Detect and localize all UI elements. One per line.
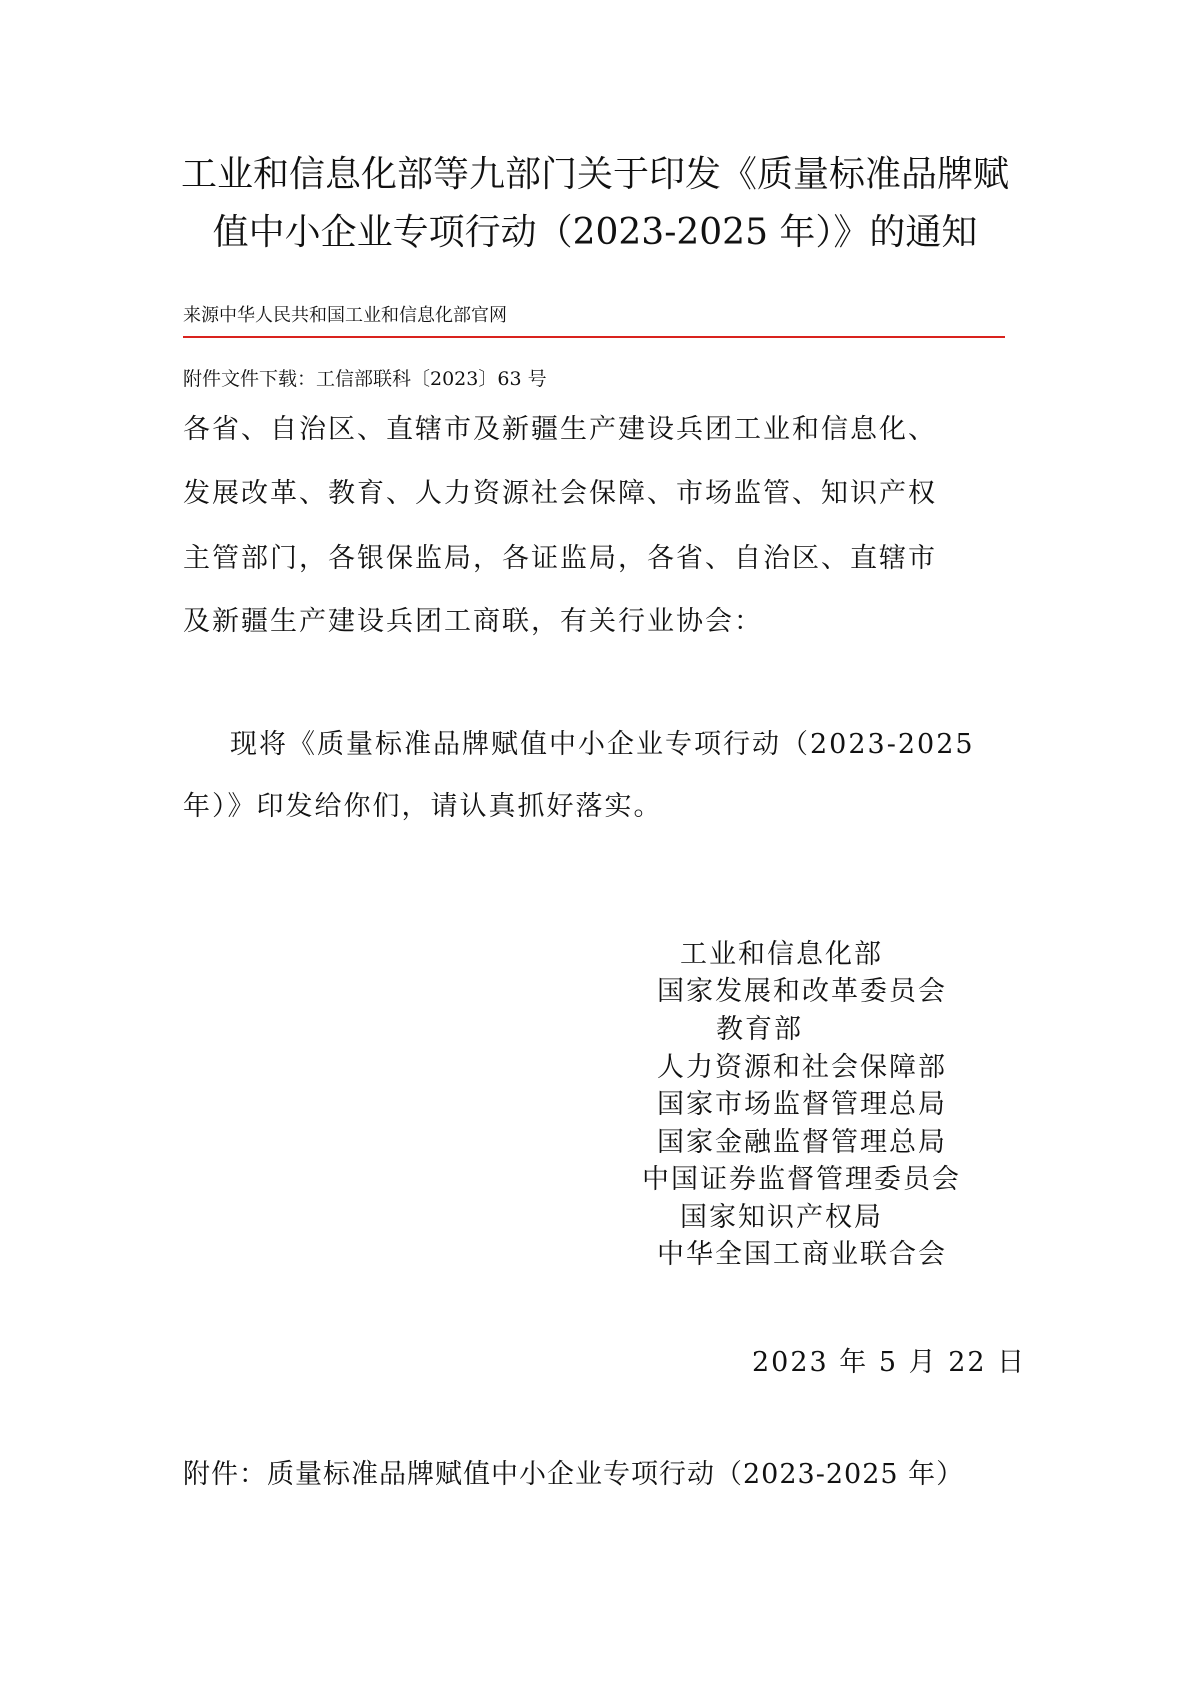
document-title-line-2: 值中小企业专项行动（2023-2025 年）》的通知 [212,212,978,253]
addressee-line: 及新疆生产建设兵团工商联，有关行业协会： [183,606,763,637]
signer-item: 国家金融监督管理总局 [657,1127,947,1158]
body-paragraph-line: 年）》印发给你们，请认真抓好落实。 [183,791,663,822]
source-line: 来源中华人民共和国工业和信息化部官网 [183,305,507,326]
signer-item: 国家市场监督管理总局 [657,1089,947,1120]
issue-date: 2023 年 5 月 22 日 [752,1347,1027,1378]
signer-item: 工业和信息化部 [680,939,883,970]
addressee-line: 发展改革、教育、人力资源社会保障、市场监管、知识产权 [183,478,937,509]
attachment-note: 附件：质量标准品牌赋值中小企业专项行动（2023-2025 年） [183,1459,965,1490]
document-title-line-1: 工业和信息化部等九部门关于印发《质量标准品牌赋 [180,154,1009,195]
body-paragraph-line: 现将《质量标准品牌赋值中小企业专项行动（2023-2025 [230,729,975,760]
addressee-line: 各省、自治区、直辖市及新疆生产建设兵团工业和信息化、 [183,414,937,445]
signer-item: 中华全国工商业联合会 [657,1239,947,1270]
attachment-download-link[interactable]: 附件文件下载：工信部联科〔2023〕63 号 [183,368,547,390]
addressee-line: 主管部门，各银保监局，各证监局，各省、自治区、直辖市 [183,543,937,574]
signer-item: 人力资源和社会保障部 [657,1052,947,1083]
signer-item: 国家发展和改革委员会 [657,976,947,1007]
signer-item: 国家知识产权局 [680,1202,883,1233]
red-divider [183,336,1005,338]
signer-item: 中国证券监督管理委员会 [642,1164,961,1195]
signer-item: 教育部 [716,1014,803,1045]
